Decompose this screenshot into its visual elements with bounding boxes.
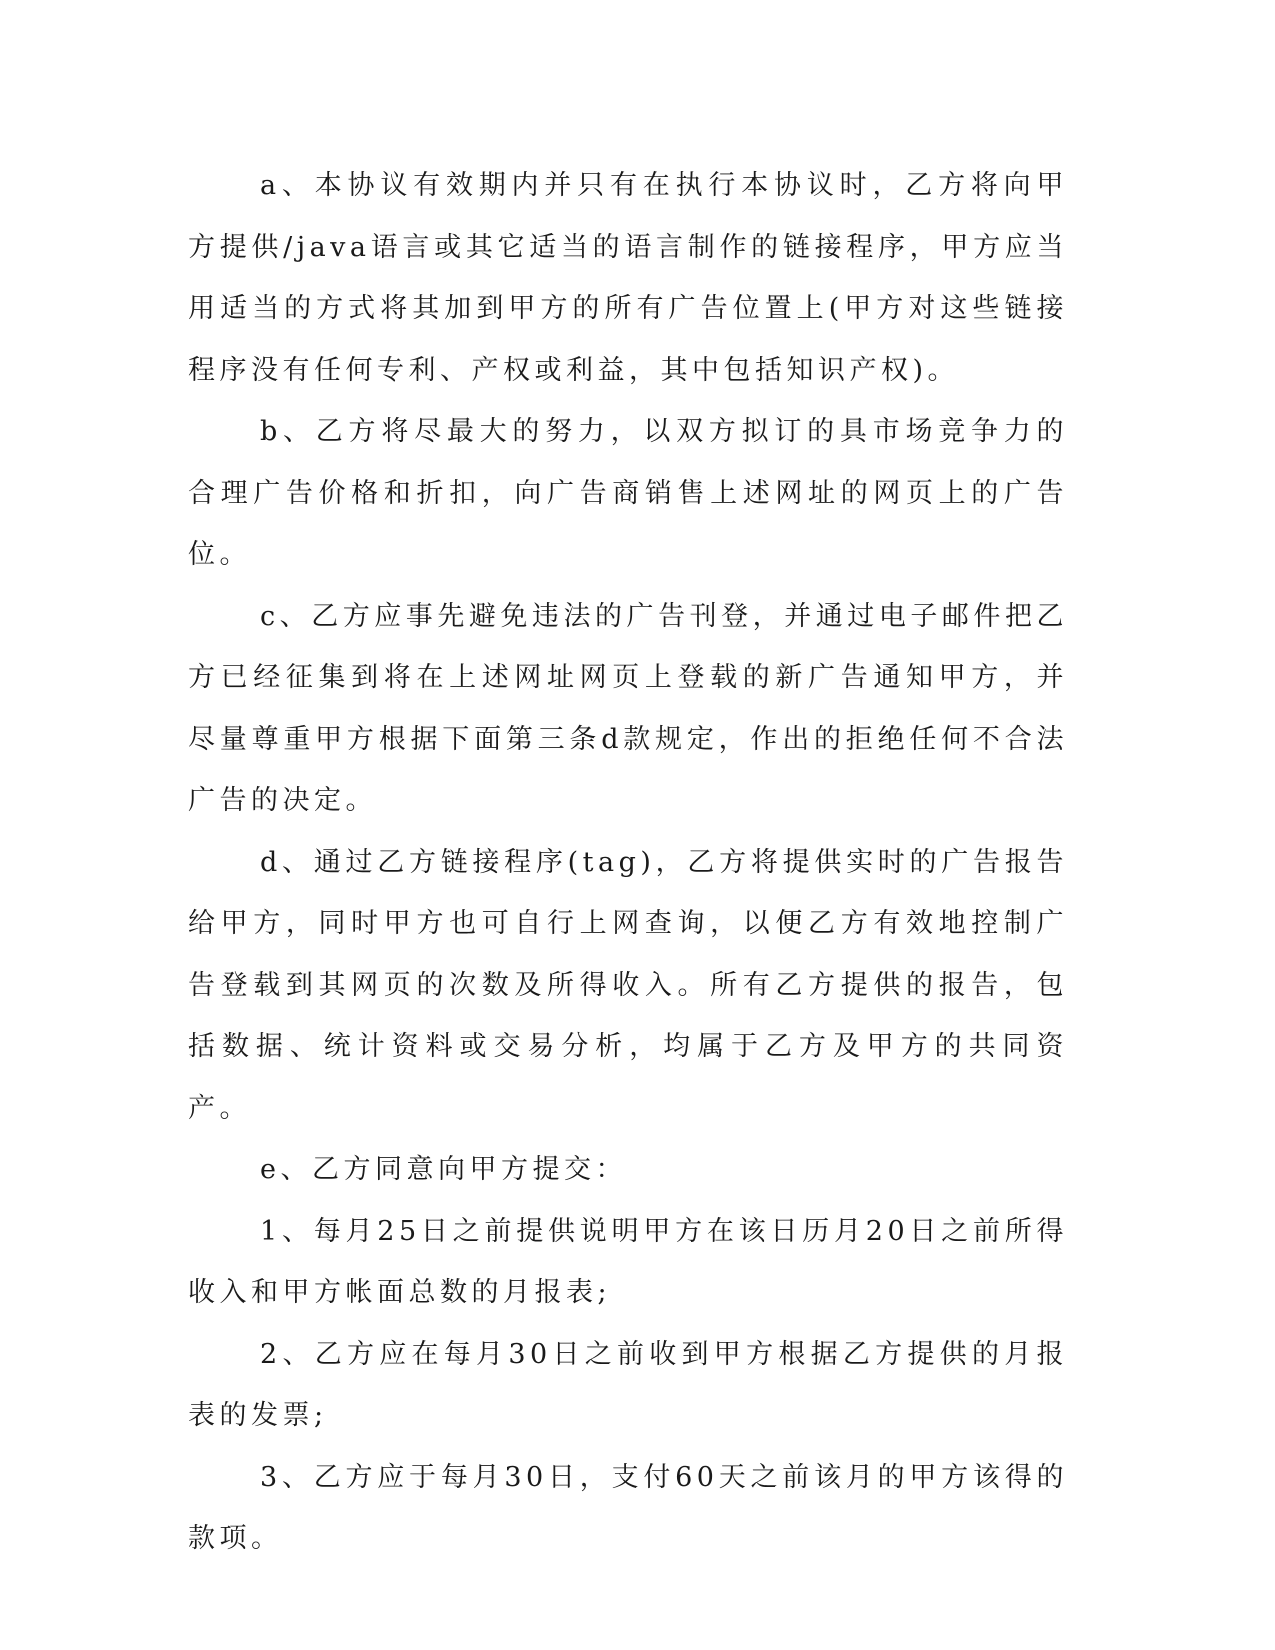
paragraph-d: d、通过乙方链接程序(tag)，乙方将提供实时的广告报告给甲方，同时甲方也可自行上网查询，以便乙方有效地控制广告登载到其网页的次数及所得收入。所有乙方提供的报告，包括数据、统计资料或交易分析，均属于乙方及甲方的共同资产。 — [188, 846, 1068, 1124]
paragraph-c: c、乙方应事先避免违法的广告刊登，并通过电子邮件把乙方已经征集到将在上述网址网页上登载的新广告通知甲方，并尽量尊重甲方根据下面第三条d款规定，作出的拒绝任何不合法广告的决定。 — [188, 600, 1068, 816]
paragraph-a: a、本协议有效期内并只有在执行本协议时，乙方将向甲方提供/java语言或其它适当的语言制作的链接程序，甲方应当用适当的方式将其加到甲方的所有广告位置上(甲方对这些链接程序没有任何专利、产权或利益，其中包括知识产权)。 — [188, 170, 1068, 386]
paragraph-item-1: 1、每月25日之前提供说明甲方在该日历月20日之前所得收入和甲方帐面总数的月报表; — [188, 1215, 1068, 1308]
paragraph-e: e、乙方同意向甲方提交： — [260, 1154, 627, 1185]
document-body — [188, 155, 1068, 1570]
paragraph-item-2: 2、乙方应在每月30日之前收到甲方根据乙方提供的月报表的发票; — [188, 1338, 1068, 1431]
paragraph-item-3: 3、乙方应于每月30日，支付60天之前该月的甲方该得的款项。 — [188, 1461, 1068, 1554]
paragraph-b: b、乙方将尽最大的努力，以双方拟订的具市场竞争力的合理广告价格和折扣，向广告商销售上述网址的网页上的广告位。 — [188, 416, 1068, 570]
